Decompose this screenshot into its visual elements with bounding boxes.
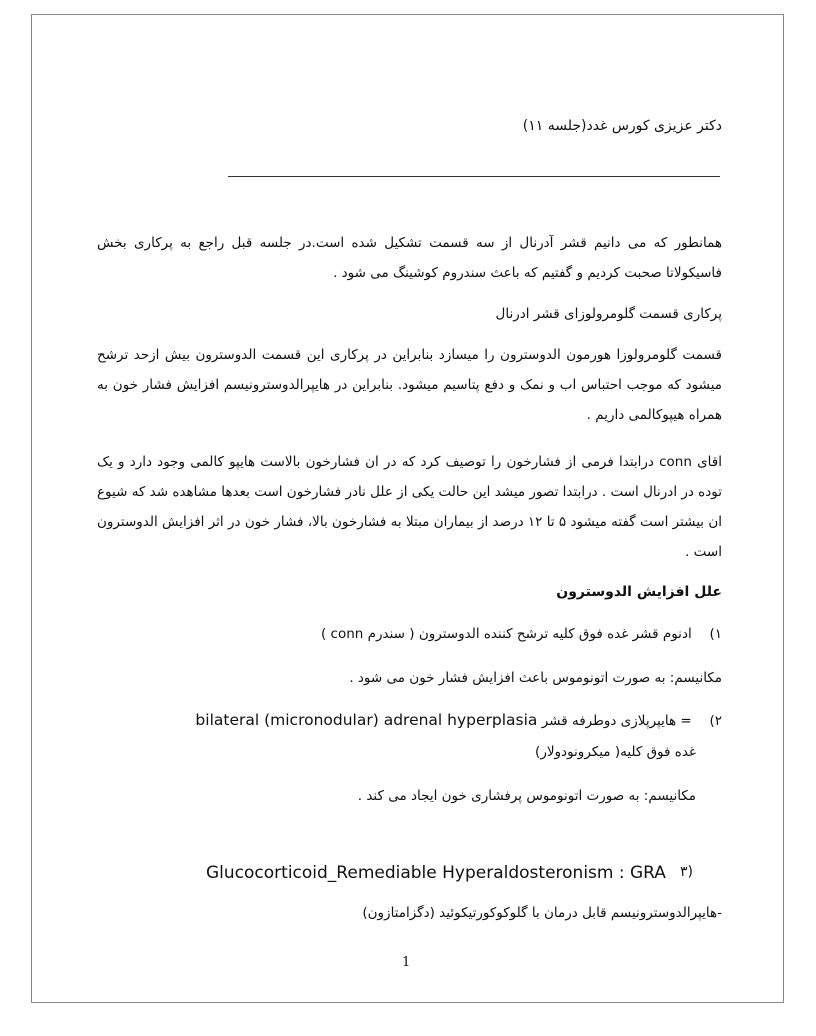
list-item-text: = هایپرپلازی دوطرفه قشر [541,713,692,729]
document-header: دکتر عزیزی کورس غدد(جلسه ۱۱) [522,118,722,134]
list-item-continuation: غده فوق کلیه( میکرونودولار) [535,744,696,760]
paragraph-glomerulosa: قسمت گلومرولوزا هورمون الدوسترون را میسازد بنابراین در پرکاری این قسمت الدوسترون بیش ازحد ترشح میشود که موجب احتباس اب و نمک و دفع پتاسیم میشود. بنابراین در هایپرالدوسترونیسم افزایش فشار خون به همراه هیپوکالمی داریم . [97,347,722,423]
mechanism-text: مکانیسم: به صورت اتونوموس باعث افزایش فشار خون می شود . [349,670,722,686]
list-number: ۲) [709,713,722,729]
paragraph-conn: اقای conn درابتدا فرمی از فشارخون را توصیف کرد که در ان فشارخون بالاست هایپو کالمی وجود دارد و یک توده در ادرنال است . درابتدا تصور میشد این حالت یکی از علل نادر فشارخون است بعدها مشاهده شد که شیوع ان بیشتر است گفته میشود ۵ تا ۱۲ درصد از بیماران مبتلا به فشارخون بالا، فشار خون در اثر افزایش الدوسترون است . [97,454,722,560]
section-title: پرکاری قسمت گلومرولوزای قشر ادرنال [495,306,722,322]
list-item-text: ادنوم قشر غده فوق کلیه ترشح کننده الدوسترون ( سندرم conn ) [320,626,692,642]
english-term: Glucocorticoid_Remediable Hyperaldosteronism : GRA [206,863,666,883]
page-number: 1 [402,955,411,970]
header-divider [228,176,720,177]
note-text: -هایپرالدوسترونیسم قابل درمان با گلوکوکورتیکوئید (دگزامتازون) [362,905,722,921]
causes-heading: علل افزایش الدوسترون [556,584,722,600]
list-number: ۳) [680,864,693,880]
list-number: ۱) [709,626,722,642]
mechanism-text: مکانیسم: به صورت اتونوموس پرفشاری خون ایجاد می کند . [357,788,696,804]
list-item [195,711,722,729]
intro-paragraph: همانطور که می دانیم قشر آدرنال از سه قسمت تشکیل شده است.در جلسه قبل راجع به پرکاری بخش فاسیکولاتا صحبت کردیم و گفتیم که باعث سندروم کوشینگ می شود . [97,235,722,281]
list-item [321,626,722,642]
english-term: bilateral (micronodular) adrenal hyperplasia [195,711,538,729]
